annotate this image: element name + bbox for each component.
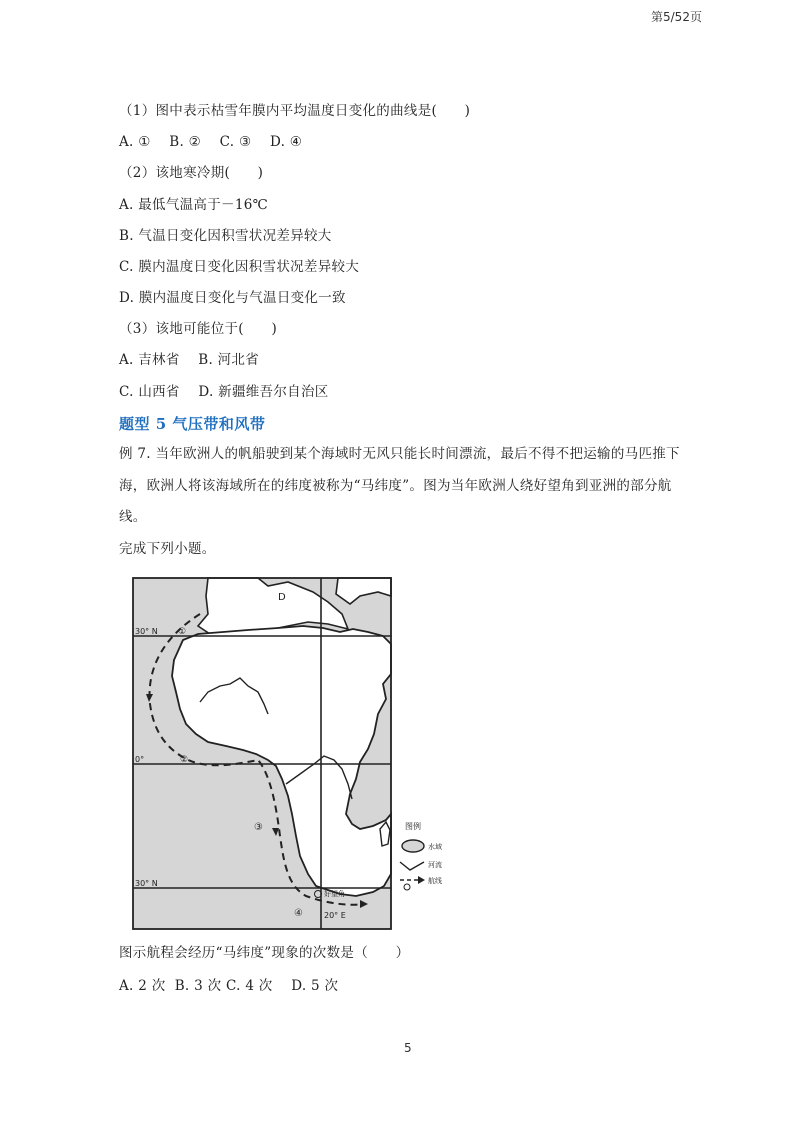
q3-options-row2 — [119, 382, 329, 402]
legend-title: 图例 — [405, 822, 421, 831]
section-heading: 题型 5 气压带和风带 — [119, 415, 266, 433]
q1-stem: （1）图中表示枯雪年膜内平均温度日变化的曲线是( ) — [119, 103, 471, 119]
q2-option-d: D. 膜内温度日变化与气温日变化一致 — [119, 290, 346, 306]
example7-line2: 海，欧洲人将该海域所在的纬度被称为“马纬度”。图为当年欧洲人绕好望角到亚洲的部分航 — [119, 478, 672, 494]
example7-line1: 例 7. 当年欧洲人的帆船驶到某个海域时无风只能长时间漂流，最后不得不把运输的马匹推下 — [119, 446, 680, 462]
page-number: 5 — [404, 1041, 412, 1055]
sea-label-d: D — [278, 592, 286, 603]
page-indicator: 第5/52页 — [651, 10, 702, 24]
option-a: A. 2 次 — [119, 978, 166, 994]
point-label-2: ② — [180, 755, 189, 765]
q1-option-a: A. ① — [119, 134, 151, 150]
q3-option-c: C. 山西省 — [119, 384, 180, 400]
q3-option-b: B. 河北省 — [198, 352, 260, 368]
question-stem: 图示航程会经历“马纬度”现象的次数是（ ） — [119, 945, 410, 961]
q1-option-d: D. ④ — [269, 134, 303, 150]
option-b: B. 3 次 — [174, 978, 222, 994]
q2-option-c: C. 膜内温度日变化因积雪状况差异较大 — [119, 259, 360, 275]
map-legend — [400, 821, 442, 890]
legend-route-label: 航线 — [428, 877, 442, 885]
legend-water-icon — [402, 840, 424, 852]
example7-instruction: 完成下列小题。 — [119, 541, 216, 557]
q3-option-a: A. 吉林省 — [119, 352, 180, 368]
question-options — [119, 976, 338, 996]
example7-line3: 线。 — [119, 509, 147, 525]
q2-option-b: B. 气温日变化因积雪状况差异较大 — [119, 228, 332, 244]
point-label-3: ③ — [254, 822, 263, 833]
q3-stem: （3）该地可能位于( ) — [119, 321, 278, 337]
africa-route-map — [128, 574, 458, 934]
legend-water-label: 水域 — [428, 843, 442, 851]
q2-option-a: A. 最低气温高于－16℃ — [119, 197, 269, 213]
point-label-4: ④ — [294, 908, 303, 919]
lon-label-20e: 20° E — [324, 911, 346, 920]
legend-river-icon — [400, 862, 424, 870]
lat-label-30s: 30° N — [135, 879, 158, 888]
option-c: C. 4 次 — [225, 978, 273, 994]
q3-options-row1 — [119, 350, 259, 370]
cape-label: 好望角 — [324, 890, 345, 898]
q2-stem: （2）该地寒冷期( ) — [119, 165, 264, 181]
q1-options — [119, 132, 302, 152]
q3-option-d: D. 新疆维吾尔自治区 — [198, 384, 329, 400]
point-label-1: ① — [178, 627, 187, 637]
lat-label-30n: 30° N — [135, 627, 158, 636]
legend-river-label: 河流 — [428, 861, 442, 869]
q1-option-c: C. ③ — [219, 134, 252, 150]
lat-label-equator: 0° — [135, 755, 145, 764]
option-d: D. 5 次 — [291, 978, 339, 994]
q1-option-b: B. ② — [169, 134, 202, 150]
